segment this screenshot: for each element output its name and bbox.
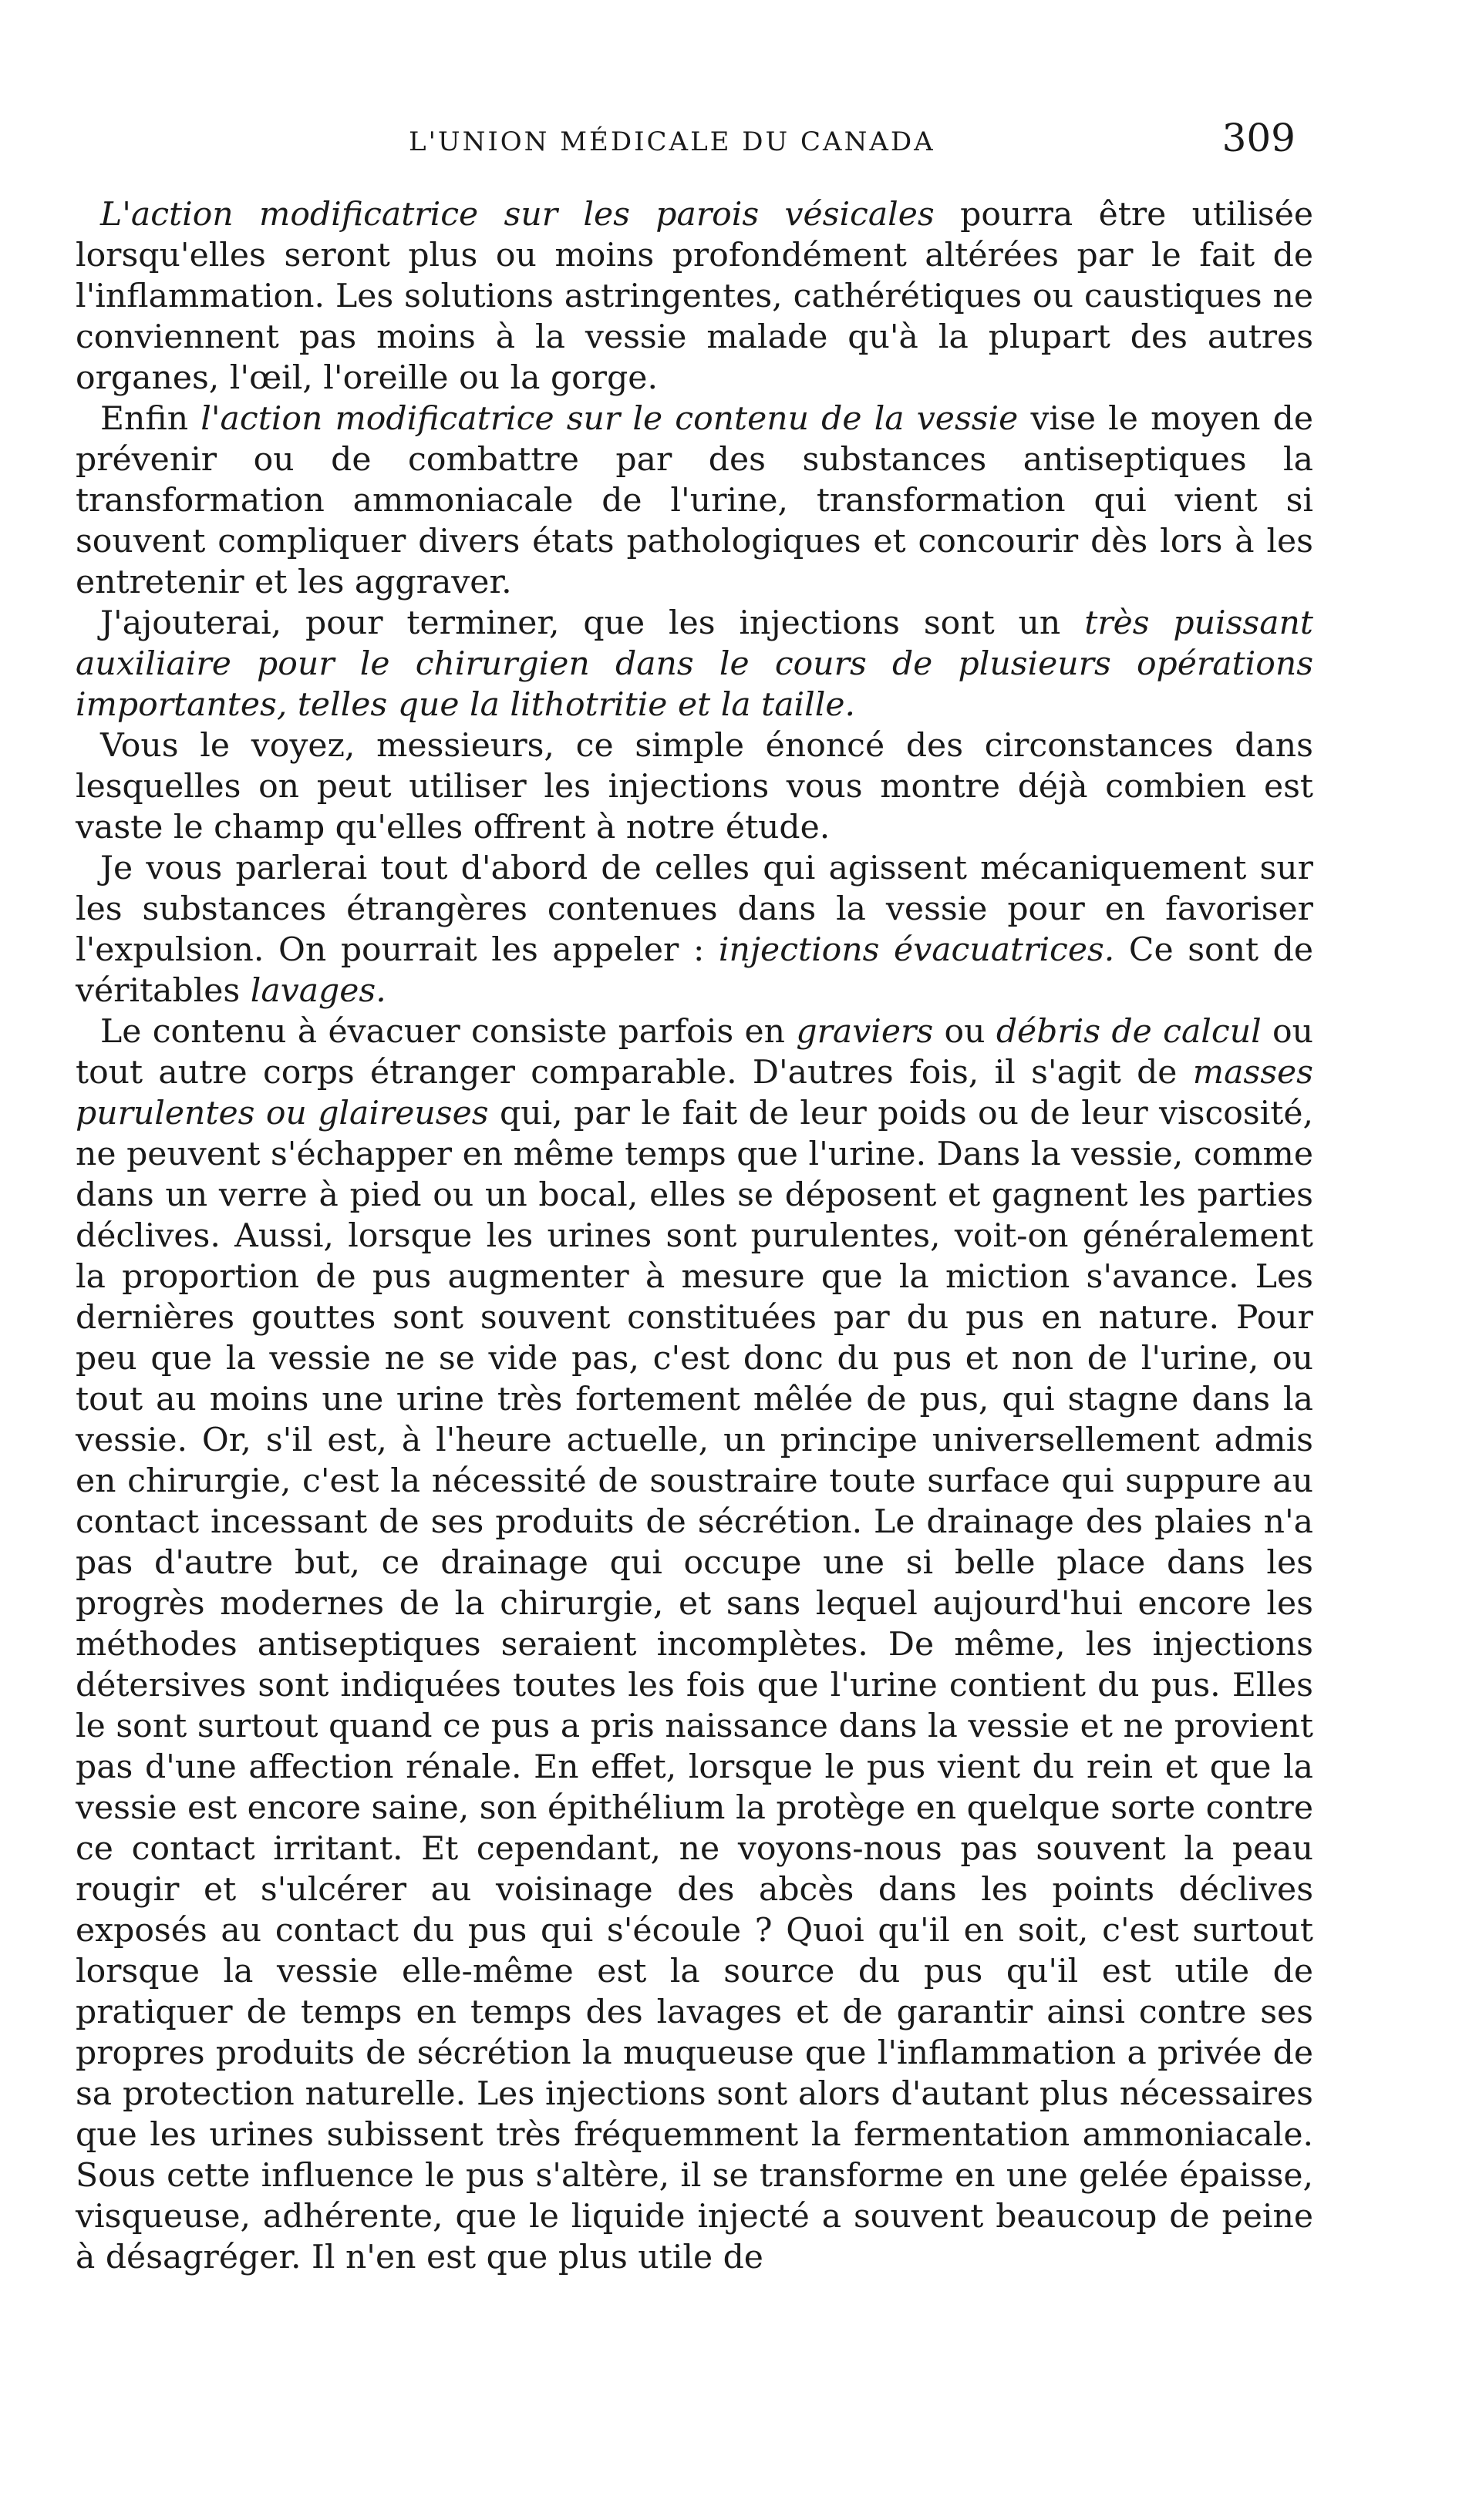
paragraph xyxy=(76,725,1313,848)
italic-phrase: l'action modificatrice sur le contenu de la vessie xyxy=(200,400,1019,438)
italic-phrase: très puissant auxiliaire pour le chirurgien dans le cours de plusieurs opérations importantes, telles que la lithotritie et la taille. xyxy=(76,604,1313,724)
text-run: vise le moyen de prévenir ou de combattre par des substances antiseptiques la transformation ammoniacale de l'urine, transformation qui vient si souvent compliquer divers états pathologiques et concourir dès lors à les entretenir et les aggraver. xyxy=(76,400,1314,601)
paragraph xyxy=(76,603,1313,725)
text-run: J'ajouterai, pour terminer, que les injections sont un xyxy=(100,604,1085,642)
running-header xyxy=(77,116,1296,170)
italic-phrase: lavages. xyxy=(250,972,386,1010)
paragraph xyxy=(76,399,1313,603)
paragraph xyxy=(76,848,1313,1011)
text-run: ou xyxy=(933,1013,996,1051)
italic-phrase: graviers xyxy=(796,1013,934,1051)
text-run: ou tout autre corps étranger comparable. D'autres fois, il s'agit de xyxy=(76,1013,1313,1092)
text-run: qui, par le fait de leur poids ou de leur viscosité, ne peuvent s'échapper en même temps que l'urine. Dans la vessie, comme dans un verre à pied ou un bocal, elles se déposent et gagnent les parties déclives. Aussi, lorsque les urines sont purulentes, voit-on généralement la proportion de pus augmenter à mesure que la miction s'avance. Les dernières gouttes sont souvent constituées par du pus en nature. Pour peu que la vessie ne se vide pas, c'est donc du pus et non de l'urine, ou tout au moins une urine très fortement mêlée de pus, qui stagne dans la vessie. Or, s'il est, à l'heure actuelle, un principe universellement admis en chirurgie, c'est la nécessité de soustraire toute surface qui suppure au contact incessant de ses produits de sécrétion. Le drainage des plaies n'a pas d'autre but, ce drainage qui occupe une si belle place dans les progrès modernes de la chirurgie, et sans lequel aujourd'hui encore les méthodes antiseptiques seraient incomplètes. De même, les injections détersives sont indiquées toutes les fois que l'urine contient du pus. Elles le sont surtout quand ce pus a pris naissance dans la vessie et ne provient pas d'une affection rénale. En effet, lorsque le pus vient du rein et que la vessie est encore saine, son épithélium la protège en quelque sorte contre ce contact irritant. Et cependant, ne voyons-nous pas souvent la peau rougir et s'ulcérer au voisinage des abcès dans les points déclives exposés au contact du pus qui s'écoule ? Quoi qu'il en soit, c'est surtout lorsque la vessie elle-même est la source du pus qu'il est utile de pratiquer de temps en temps des lavages et de garantir ainsi contre ses propres produits de sécrétion la muqueuse que l'inflammation a privée de sa protection naturelle. Les injections sont alors d'autant plus nécessaires que les urines subissent très fréquemment la fermentation ammoniacale. Sous cette influence le pus s'altère, il se transforme en une gelée épaisse, visqueuse, adhérente, que le liquide injecté a souvent beaucoup de peine à désagréger. Il n'en est que plus utile de xyxy=(76,1095,1313,2276)
paragraph xyxy=(76,194,1313,399)
text-run: Le contenu à évacuer consiste parfois en xyxy=(100,1013,797,1051)
text-run: Enfin xyxy=(100,400,201,438)
page-number: 309 xyxy=(1221,116,1296,160)
italic-phrase: débris de calcul xyxy=(996,1013,1262,1051)
running-title: L'UNION MÉDICALE DU CANADA xyxy=(409,126,935,157)
italic-phrase: L'action modificatrice sur les parois vésicales xyxy=(100,196,935,234)
text-run: pourra être utilisée lorsqu'elles seront plus ou moins profondément altérées par le fait de l'inflammation. Les solutions astringentes, cathérétiques ou caustiques ne conviennent pas moins à la vessie malade qu'à la plupart des autres organes, l'œil, l'oreille ou la gorge. xyxy=(76,196,1313,397)
text-run: Ce sont de véritables xyxy=(76,931,1314,1010)
text-run: Je vous parlerai tout d'abord de celles qui agissent mécaniquement sur les substances étrangères contenues dans la vessie pour en favoriser l'expulsion. On pourrait les appeler : xyxy=(76,850,1313,969)
italic-phrase: injections évacuatrices. xyxy=(718,931,1115,969)
italic-phrase: masses purulentes ou glaireuses xyxy=(76,1054,1313,1132)
text-run: Vous le voyez, messieurs, ce simple énoncé des circonstances dans lesquelles on peut utiliser les injections vous montre déjà combien est vaste le champ qu'elles offrent à notre étude. xyxy=(76,727,1313,846)
body-text xyxy=(76,194,1313,2278)
paragraph xyxy=(76,1011,1313,2278)
